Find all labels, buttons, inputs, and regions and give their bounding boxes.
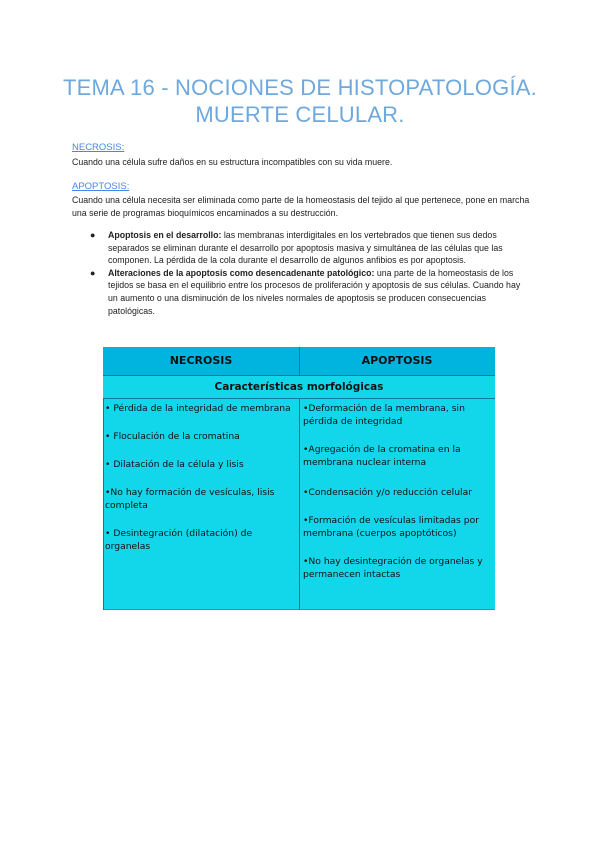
comparison-table (103, 347, 495, 610)
necrosis-item: • Floculación de la cromatina (105, 431, 240, 442)
title-line-1: TEMA 16 - NOCIONES DE HISTOPATOLOGÍA. (63, 75, 537, 100)
apoptosis-item: •Agregación de la cromatina en la membrana nuclear interna (303, 444, 461, 468)
bullet-item-pathology (90, 267, 530, 317)
bullet-text: una parte de la homeostasis de los tejidos se basa en el equilibrio entre los procesos de proliferación y apoptosis de sus células. Cuando hay un aumento o una disminución de los niveles normales de apoptosis se producen consecuencias patológicas. (108, 267, 521, 316)
column-divider (299, 399, 300, 610)
title-line-2: MUERTE CELULAR. (195, 102, 405, 127)
page-title (60, 74, 540, 128)
apoptosis-item: •Deformación de la membrana, sin pérdida de integridad (303, 403, 465, 427)
header-apoptosis: APOPTOSIS (361, 354, 433, 367)
bullet-dot: ● (90, 267, 96, 278)
necrosis-item: • Pérdida de la integridad de membrana (105, 403, 291, 414)
necrosis-heading: NECROSIS: (72, 142, 125, 153)
apoptosis-item: •Condensación y/o reducción celular (303, 487, 472, 498)
bullet-dot: ● (90, 230, 96, 240)
apoptosis-heading: APOPTOSIS: (72, 181, 130, 192)
bullet-title: Alteraciones de la apoptosis como desencadenante patológico: (108, 267, 375, 278)
table-subheader: Características morfológicas (103, 376, 495, 399)
bullet-item-development (90, 229, 530, 267)
apoptosis-paragraph: Cuando una célula necesita ser eliminada como parte de la homeostasis del tejido al que pertenece, pone en marcha una serie de programas bioquímicos encaminados a su destrucción. (72, 195, 530, 218)
apoptosis-item: •No hay desintegración de organelas y permanecen intactas (303, 556, 483, 580)
bullet-text: las membranas interdigitales en los vertebrados que tienen sus dedos separados se eliminan durante el desarrollo por apoptosis masiva y simultánea de las células que las componen. La pérdida de la cola durante el desarrollo de algunos anfibios es por apoptosis. (108, 230, 503, 266)
bullet-title: Apoptosis en el desarrollo: (108, 230, 222, 240)
necrosis-item: • Desintegración (dilatación) de organelas (105, 528, 253, 552)
bullet-list (90, 229, 530, 317)
necrosis-paragraph: Cuando una célula sufre daños en su estructura incompatibles con su vida muere. (72, 157, 393, 167)
necrosis-item: •No hay formación de vesículas, lisis completa (105, 487, 275, 511)
apoptosis-item: •Formación de vesículas limitadas por membrana (cuerpos apoptóticos) (303, 515, 479, 539)
header-necrosis: NECROSIS (169, 354, 233, 367)
necrosis-item: • Dilatación de la célula y lisis (105, 459, 244, 470)
header-divider (299, 347, 300, 375)
